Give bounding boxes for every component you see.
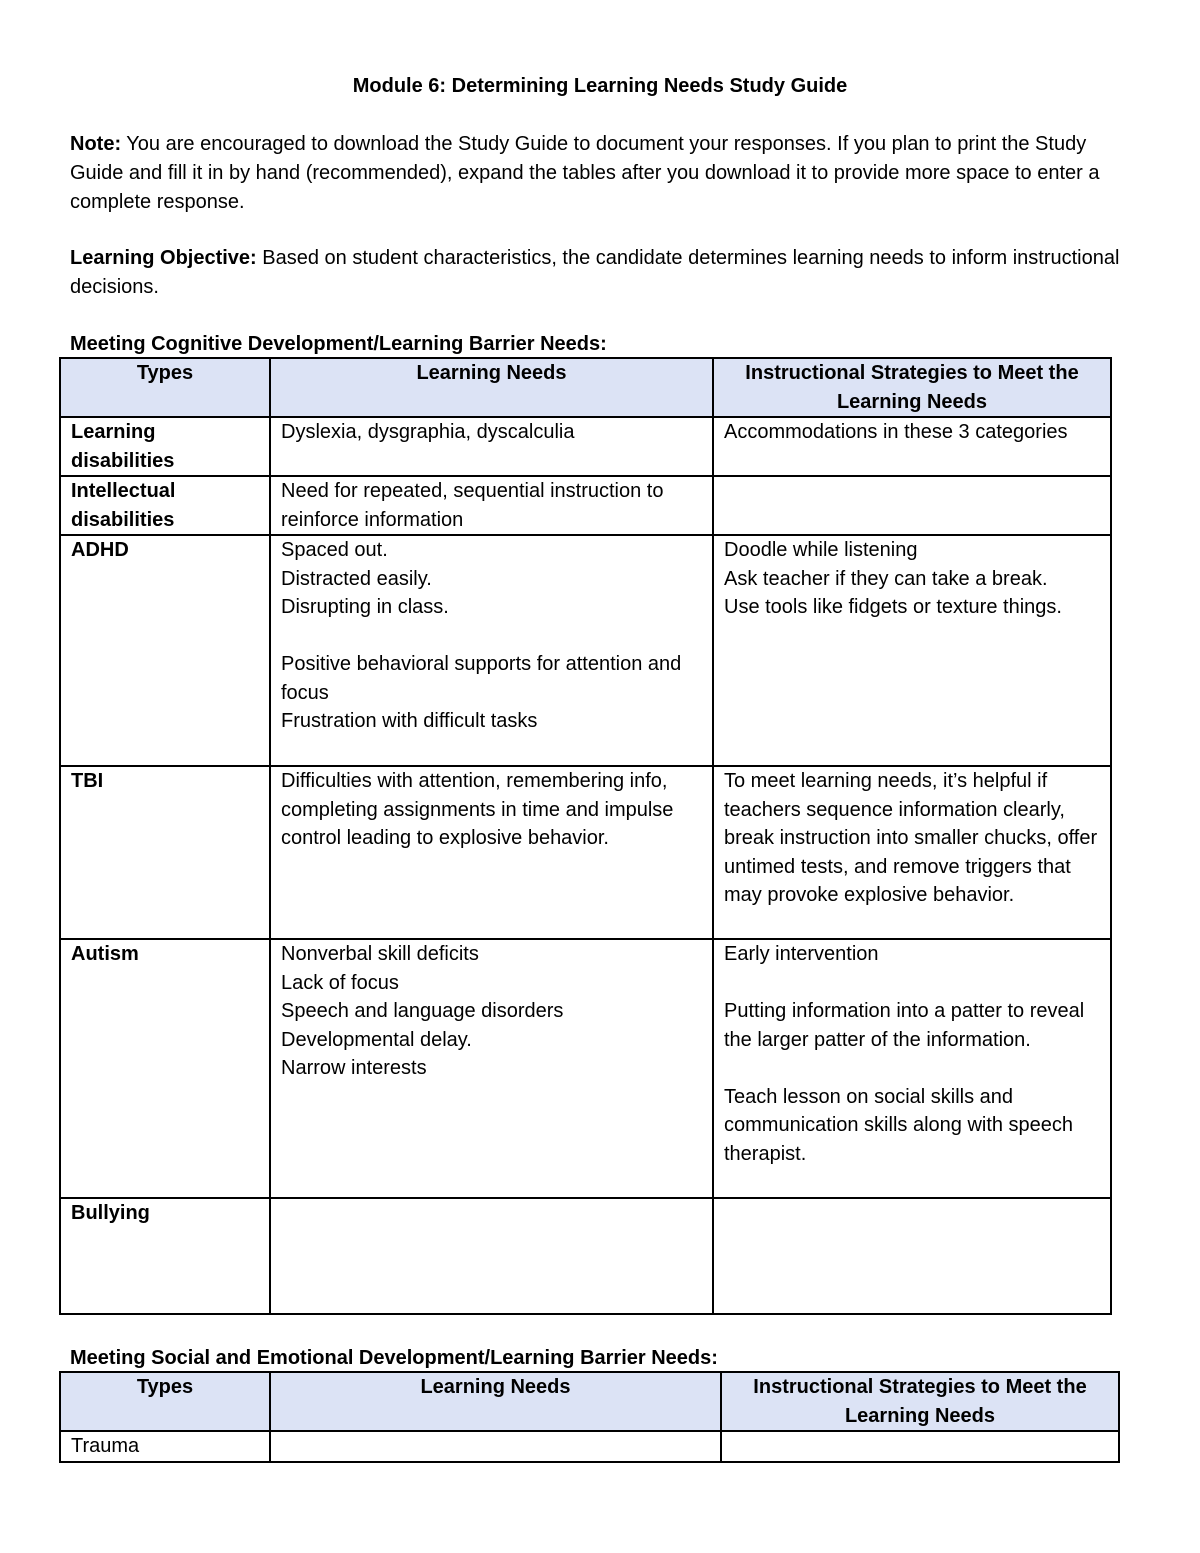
type-cell[interactable]: Autism <box>60 939 270 1198</box>
needs-cell[interactable]: Spaced out. Distracted easily. Disrupting in class. Positive behavioral supports for attention and focus Frustration with difficult tasks <box>270 535 713 766</box>
note-paragraph <box>70 130 1130 217</box>
cognitive-needs-table <box>59 357 1112 1315</box>
objective-label: Learning Objective: <box>70 247 257 269</box>
header-learning-needs: Learning Needs <box>270 1372 721 1431</box>
type-cell[interactable]: TBI <box>60 766 270 939</box>
page-title: Module 6: Determining Learning Needs Study Guide <box>352 75 848 97</box>
note-text: You are encouraged to download the Study Guide to document your responses. If you plan to print the Study Guide and fill it in by hand (recommended), expand the tables after you download it to provide more space to enter a complete response. <box>70 133 1100 213</box>
strategies-cell[interactable] <box>713 1198 1111 1314</box>
needs-cell[interactable]: Difficulties with attention, remembering info, completing assignments in time and impulse control leading to explosive behavior. <box>270 766 713 939</box>
strategies-cell[interactable]: To meet learning needs, it’s helpful if teachers sequence information clearly, break instruction into smaller chucks, offer untimed tests, and remove triggers that may provoke explosive behavior. <box>713 766 1111 939</box>
type-cell[interactable]: Intellectual disabilities <box>60 476 270 535</box>
strategies-cell[interactable]: Early intervention Putting information into a patter to reveal the larger patter of the information. Teach lesson on social skills and communication skills along with speech therapist. <box>713 939 1111 1198</box>
header-types: Types <box>60 358 270 417</box>
note-label: Note: <box>70 133 122 155</box>
strategies-cell[interactable]: Doodle while listening Ask teacher if they can take a break. Use tools like fidgets or texture things. <box>713 535 1111 766</box>
needs-cell[interactable]: Dyslexia, dysgraphia, dyscalculia <box>270 417 713 476</box>
strategies-cell[interactable] <box>713 476 1111 535</box>
type-cell[interactable]: ADHD <box>60 535 270 766</box>
needs-cell[interactable] <box>270 1431 721 1462</box>
table-row <box>60 939 1111 1198</box>
header-types: Types <box>60 1372 270 1431</box>
objective-paragraph <box>70 244 1130 302</box>
table-row <box>60 766 1111 939</box>
social-emotional-section-heading: Meeting Social and Emotional Development/Learning Barrier Needs: <box>70 1347 718 1369</box>
needs-cell[interactable]: Nonverbal skill deficits Lack of focus Speech and language disorders Developmental delay. Narrow interests <box>270 939 713 1198</box>
type-cell[interactable]: Trauma <box>60 1431 270 1462</box>
table-row <box>60 1198 1111 1314</box>
objective-text: Based on student characteristics, the candidate determines learning needs to inform instructional decisions. <box>70 247 1120 298</box>
header-strategies: Instructional Strategies to Meet the Learning Needs <box>713 358 1111 417</box>
cognitive-section-heading: Meeting Cognitive Development/Learning Barrier Needs: <box>70 333 607 355</box>
table-header-row <box>60 358 1111 417</box>
strategies-cell[interactable] <box>721 1431 1119 1462</box>
table-row <box>60 476 1111 535</box>
header-learning-needs: Learning Needs <box>270 358 713 417</box>
table-row <box>60 1431 1119 1462</box>
table-row <box>60 535 1111 766</box>
needs-cell[interactable] <box>270 1198 713 1314</box>
table-header-row <box>60 1372 1119 1431</box>
strategies-cell[interactable]: Accommodations in these 3 categories <box>713 417 1111 476</box>
social-emotional-needs-table <box>59 1371 1120 1463</box>
header-strategies: Instructional Strategies to Meet the Learning Needs <box>721 1372 1119 1431</box>
type-cell[interactable]: Bullying <box>60 1198 270 1314</box>
needs-cell[interactable]: Need for repeated, sequential instruction to reinforce information <box>270 476 713 535</box>
table-row <box>60 417 1111 476</box>
type-cell[interactable]: Learning disabilities <box>60 417 270 476</box>
